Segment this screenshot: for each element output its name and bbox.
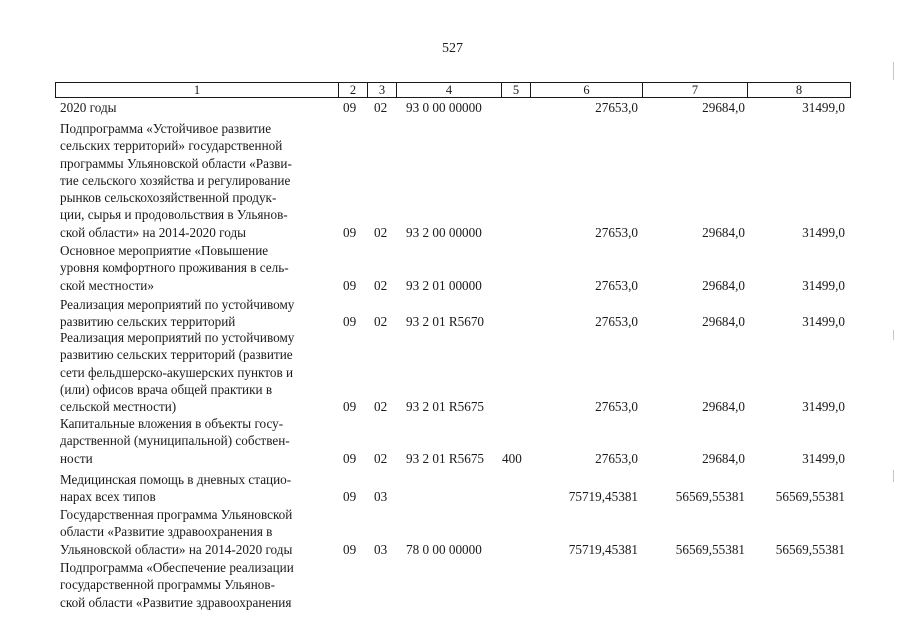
row-description <box>60 471 332 506</box>
description-line: развитию сельских территорий (развитие <box>60 347 293 363</box>
cell-c8: 56569,55381 <box>775 541 845 557</box>
cell-c6: 27653,0 <box>595 277 638 293</box>
description-line: сельской местности) <box>60 399 177 415</box>
cell-c6: 27653,0 <box>595 100 638 115</box>
header-col-5: 5 <box>501 82 531 98</box>
table-header <box>55 82 851 98</box>
header-col-4: 4 <box>396 82 502 98</box>
cell-c8: 31499,0 <box>802 399 845 415</box>
description-line: области «Развитие здравоохранения в <box>60 524 273 540</box>
row-description <box>60 120 332 241</box>
cell-c2: 09 <box>343 224 357 240</box>
description-line: нарах всех типов <box>60 489 156 505</box>
description-line: Государственная программа Ульяновской <box>60 507 293 522</box>
cell-c3: 02 <box>374 450 388 466</box>
cell-c7: 29684,0 <box>702 314 745 330</box>
cell-c8: 31499,0 <box>802 314 845 330</box>
cell-c6: 75719,45381 <box>568 489 638 505</box>
cell-c3: 02 <box>374 224 388 240</box>
header-col-3: 3 <box>367 82 397 98</box>
scan-mark <box>893 330 894 340</box>
cell-c7: 29684,0 <box>702 277 745 293</box>
description-line: программы Ульяновской области «Разви- <box>60 155 292 171</box>
cell-c6: 75719,45381 <box>568 541 638 557</box>
description-line: дарственной (муниципальной) собствен- <box>60 433 290 449</box>
description-line: уровня комфортного проживания в сель- <box>60 260 289 276</box>
description-line: 2020 годы <box>60 100 117 115</box>
cell-c7: 56569,55381 <box>675 489 745 505</box>
cell-c7: 29684,0 <box>702 399 745 415</box>
cell-c3: 02 <box>374 100 388 115</box>
cell-c4: 93 0 00 00000 <box>406 100 482 115</box>
row-description <box>60 242 332 294</box>
cell-c5: 400 <box>502 450 522 466</box>
cell-c8: 31499,0 <box>802 277 845 293</box>
row-description <box>60 559 332 611</box>
row-description <box>60 415 332 467</box>
description-line: (или) офисов врача общей практики в <box>60 381 273 397</box>
cell-c4: 93 2 00 00000 <box>406 224 482 240</box>
cell-c7: 29684,0 <box>702 224 745 240</box>
cell-c3: 02 <box>374 399 388 415</box>
description-line: сельских территорий» государственной <box>60 138 283 154</box>
cell-c2: 09 <box>343 314 357 330</box>
header-col-2: 2 <box>338 82 368 98</box>
description-line: тие сельского хозяйства и регулирование <box>60 172 291 188</box>
cell-c8: 56569,55381 <box>775 489 845 505</box>
cell-c4: 78 0 00 00000 <box>406 541 482 557</box>
description-line: рынков сельскохозяйственной продук- <box>60 190 277 206</box>
cell-c8: 31499,0 <box>802 100 845 115</box>
cell-c7: 56569,55381 <box>675 541 745 557</box>
description-line: ности <box>60 450 93 466</box>
cell-c6: 27653,0 <box>595 450 638 466</box>
row-description <box>60 99 332 116</box>
cell-c8: 31499,0 <box>802 450 845 466</box>
description-line: сети фельдшерско-акушерских пунктов и <box>60 364 294 380</box>
cell-c3: 02 <box>374 314 388 330</box>
cell-c2: 09 <box>343 450 357 466</box>
cell-c6: 27653,0 <box>595 399 638 415</box>
description-line: Подпрограмма «Устойчивое развитие <box>60 121 272 136</box>
cell-c3: 03 <box>374 489 388 505</box>
cell-c4: 93 2 01 R5675 <box>406 450 485 466</box>
cell-c7: 29684,0 <box>702 450 745 466</box>
cell-c4: 93 2 01 R5670 <box>406 314 485 330</box>
page-number: 527 <box>442 41 463 56</box>
cell-c6: 27653,0 <box>595 314 638 330</box>
row-description <box>60 296 332 331</box>
description-line: Реализация мероприятий по устойчивому <box>60 330 295 345</box>
description-line: ции, сырья и продовольствия в Ульянов- <box>60 207 288 223</box>
cell-c8: 31499,0 <box>802 224 845 240</box>
cell-c2: 09 <box>343 541 357 557</box>
row-description <box>60 329 332 415</box>
cell-c4: 93 2 01 R5675 <box>406 399 485 415</box>
cell-c2: 09 <box>343 489 357 505</box>
header-col-1: 1 <box>55 82 339 98</box>
description-line: ской области» на 2014-2020 годы <box>60 224 247 240</box>
scan-mark <box>893 470 894 482</box>
description-line: развитию сельских территорий <box>60 314 236 330</box>
cell-c3: 03 <box>374 541 388 557</box>
cell-c2: 09 <box>343 100 357 115</box>
scan-mark <box>893 62 894 80</box>
header-col-8: 8 <box>747 82 851 98</box>
row-description <box>60 506 332 558</box>
description-line: государственной программы Ульянов- <box>60 577 276 593</box>
description-line: Капитальные вложения в объекты госу- <box>60 416 284 431</box>
cell-c3: 02 <box>374 277 388 293</box>
description-line: Основное мероприятие «Повышение <box>60 243 269 258</box>
description-line: Ульяновской области» на 2014-2020 годы <box>60 541 293 557</box>
header-col-6: 6 <box>530 82 643 98</box>
description-line: ской области «Развитие здравоохранения <box>60 594 292 610</box>
header-col-7: 7 <box>642 82 748 98</box>
cell-c6: 27653,0 <box>595 224 638 240</box>
description-line: ской местности» <box>60 277 154 293</box>
cell-c2: 09 <box>343 277 357 293</box>
cell-c2: 09 <box>343 399 357 415</box>
cell-c4: 93 2 01 00000 <box>406 277 482 293</box>
description-line: Реализация мероприятий по устойчивому <box>60 297 295 312</box>
cell-c7: 29684,0 <box>702 100 745 115</box>
description-line: Подпрограмма «Обеспечение реализации <box>60 560 294 575</box>
description-line: Медицинская помощь в дневных стацио- <box>60 472 292 487</box>
